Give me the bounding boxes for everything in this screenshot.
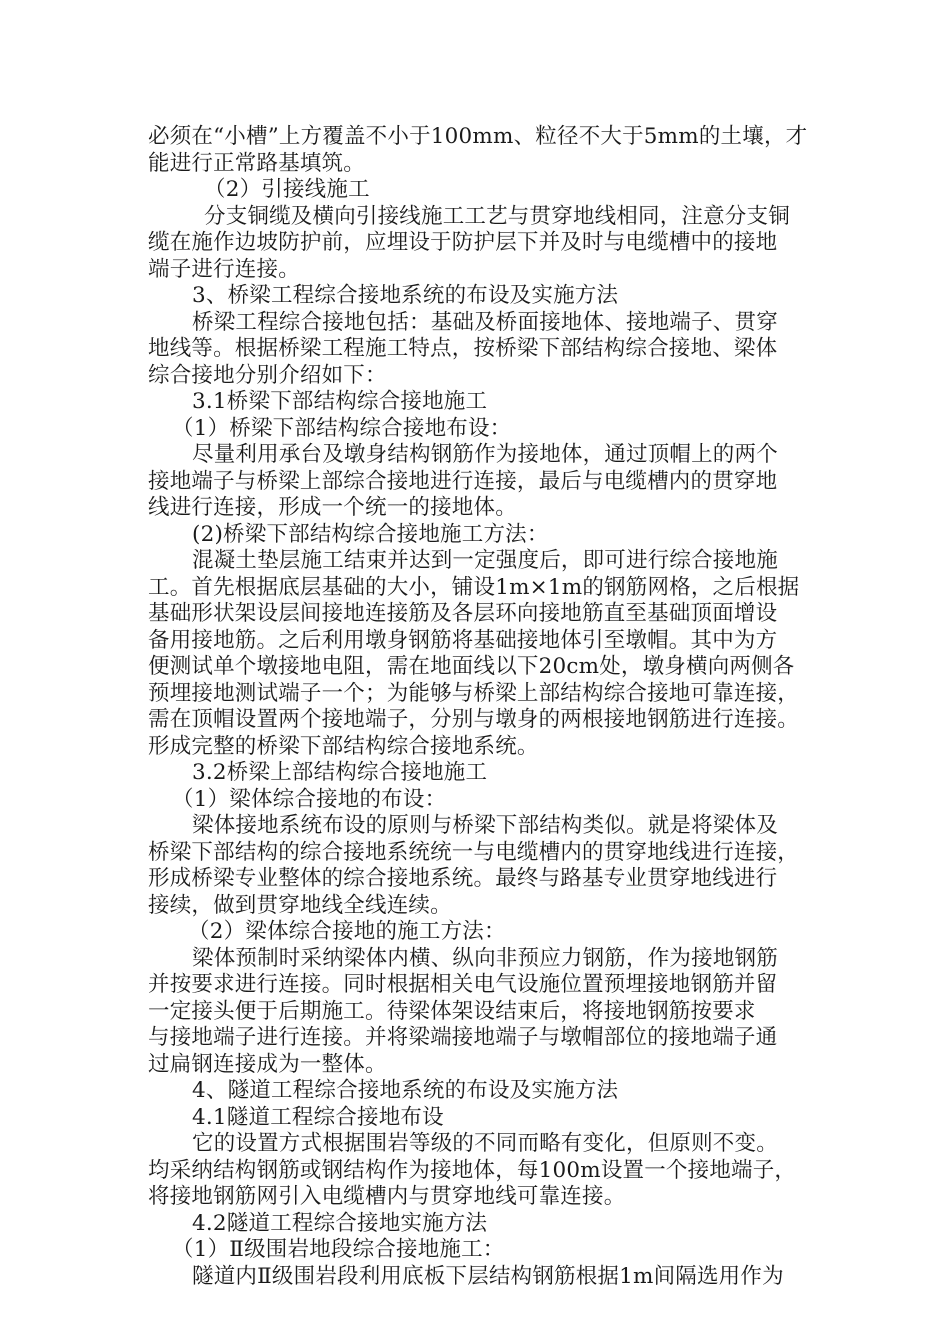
text-line: 接地端子与桥梁上部综合接地进行连接，最后与电缆槽内的贯穿地: [148, 468, 778, 494]
text-line: 3、桥梁工程综合接地系统的布设及实施方法: [192, 283, 619, 308]
text-line: 混凝土垫层施工结束并达到一定强度后，即可进行综合接地施: [192, 548, 778, 573]
text-line: 梁体预制时采纳梁体内横、纵向非预应力钢筋，作为接地钢筋: [192, 945, 778, 971]
text-line: 4.2隧道工程综合接地实施方法: [192, 1210, 488, 1236]
text-line: 4、隧道工程综合接地系统的布设及实施方法: [192, 1078, 619, 1103]
text-line: 3.1桥梁下部结构综合接地施工: [192, 389, 488, 414]
text-line: 均采纳结构钢筋或钢结构作为接地体，每100m设置一个接地端子，: [148, 1157, 797, 1183]
text-line: 线进行连接，形成一个统一的接地体。: [148, 495, 517, 520]
text-line: 缆在施作边坡防护前，应埋设于防护层下并及时与电缆槽中的接地: [148, 230, 778, 255]
text-line: 它的设置方式根据围岩等级的不同而略有变化，但原则不变。: [192, 1131, 778, 1156]
text-line: 备用接地筋。之后利用墩身钢筋将基础接地体引至墩帽。其中为方: [148, 627, 778, 653]
text-line: 一定接头便于后期施工。待梁体架设结束后，将接地钢筋按要求: [148, 998, 756, 1024]
text-line: 4.1隧道工程综合接地布设: [192, 1104, 444, 1130]
text-line: 工。首先根据底层基础的大小，铺设1m×1m的钢筋网格，之后根据: [148, 574, 800, 600]
text-line: 地线等。根据桥梁工程施工特点，按桥梁下部结构综合接地、梁体: [148, 336, 778, 361]
text-line: 分支铜缆及横向引接线施工工艺与贯穿地线相同，注意分支铜: [204, 203, 790, 229]
text-line: （2）引接线施工: [204, 177, 370, 202]
document-body: [148, 124, 808, 1290]
text-line: 隧道内Ⅱ级围岩段利用底板下层结构钢筋根据1m间隔选用作为: [192, 1263, 784, 1289]
text-line: （1）桥梁下部结构综合接地布设：: [172, 415, 512, 441]
text-line: 3.2桥梁上部结构综合接地施工: [192, 760, 488, 785]
text-line: 基础形状架设层间接地连接筋及各层环向接地筋直至基础顶面增设: [148, 601, 778, 626]
text-line: 梁体接地系统布设的原则与桥梁下部结构类似。就是将梁体及: [192, 813, 778, 838]
text-line: 将接地钢筋网引入电缆槽内与贯穿地线可靠连接。: [148, 1184, 626, 1209]
text-line: 形成桥梁专业整体的综合接地系统。最终与路基专业贯穿地线进行: [148, 866, 778, 891]
text-line: 与接地端子进行连接。并将梁端接地端子与墩帽部位的接地端子通: [148, 1025, 778, 1050]
text-line: 桥梁下部结构的综合接地系统统一与电缆槽内的贯穿地线进行连接，: [148, 839, 800, 865]
text-line: 综合接地分别介绍如下：: [148, 362, 387, 388]
text-line: 预埋接地测试端子一个；为能够与桥梁上部结构综合接地可靠连接，: [148, 680, 800, 706]
text-line: (2)桥梁下部结构综合接地施工方法：: [192, 521, 549, 547]
text-line: 需在顶帽设置两个接地端子，分别与墩身的两根接地钢筋进行连接。: [148, 707, 800, 732]
text-line: 必须在“小槽”上方覆盖不小于100mm、粒径不大于5mm的土壤，才: [148, 124, 808, 149]
text-line: 端子进行连接。: [148, 256, 300, 282]
text-line: 尽量利用承台及墩身结构钢筋作为接地体，通过顶帽上的两个: [192, 442, 778, 467]
text-line: 桥梁工程综合接地包括：基础及桥面接地体、接地端子、贯穿: [192, 309, 778, 335]
text-line: 并按要求进行连接。同时根据相关电气设施位置预埋接地钢筋并留: [148, 972, 778, 997]
text-line: 过扁钢连接成为一整体。: [148, 1051, 387, 1077]
text-line: （1）Ⅱ级围岩地段综合接地施工：: [172, 1237, 505, 1262]
text-line: 形成完整的桥梁下部结构综合接地系统。: [148, 733, 539, 759]
text-line: （2）梁体综合接地的施工方法：: [188, 919, 506, 944]
text-line: 能进行正常路基填筑。: [148, 150, 366, 176]
text-line: 接续，做到贯穿地线全线连续。: [148, 892, 452, 918]
text-line: 便测试单个墩接地电阻，需在地面线以下20cm处，墩身横向两侧各: [148, 654, 795, 679]
text-line: （1）梁体综合接地的布设：: [172, 786, 447, 812]
